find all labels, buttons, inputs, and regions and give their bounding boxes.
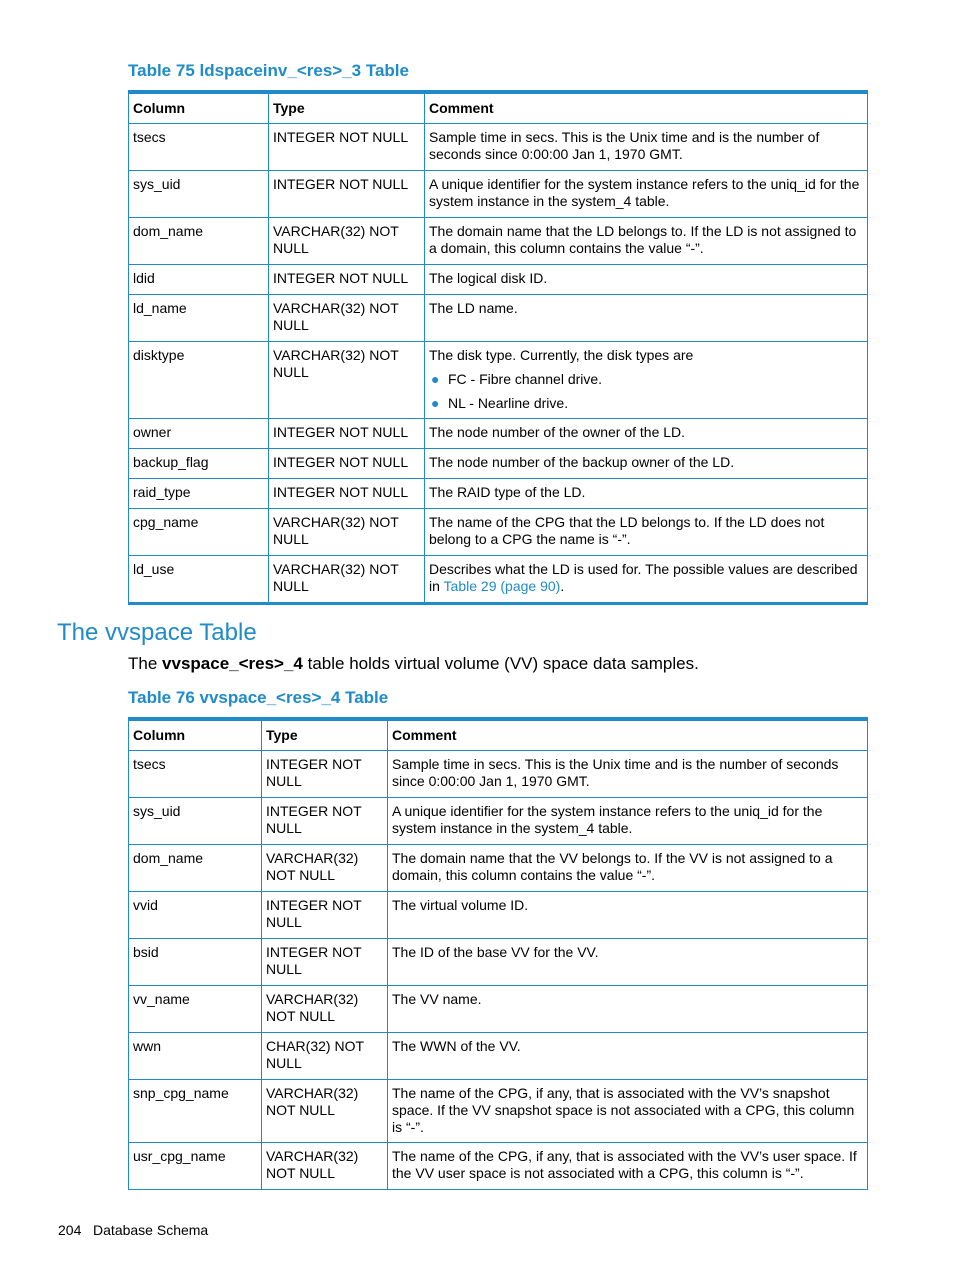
table-row xyxy=(129,449,868,479)
column-cell: vvid xyxy=(129,892,262,939)
column-cell: disktype xyxy=(129,342,269,419)
type-cell: INTEGER NOT NULL xyxy=(262,939,388,986)
type-cell: VARCHAR(32) NOT NULL xyxy=(262,1080,388,1143)
bullet-icon: ● xyxy=(431,371,440,387)
table-row xyxy=(129,1080,868,1143)
column-cell: wwn xyxy=(129,1033,262,1080)
comment-cell: The name of the CPG, if any, that is associated with the VV’s user space. If the VV user space is not associated with a CPG, this column is “-”. xyxy=(388,1143,868,1190)
column-cell: raid_type xyxy=(129,479,269,509)
comment-end: . xyxy=(560,578,565,594)
column-cell: dom_name xyxy=(129,845,262,892)
section-title: The vvspace Table xyxy=(57,619,257,646)
type-cell: INTEGER NOT NULL xyxy=(269,479,425,509)
comment-cell: The domain name that the LD belongs to. If the LD is not assigned to a domain, this column contains the value “-”. xyxy=(425,218,868,265)
comment-cell: The RAID type of the LD. xyxy=(425,479,868,509)
table-row xyxy=(129,171,868,218)
comment-cell: Sample time in secs. This is the Unix time and is the number of seconds since 0:00:00 Jan 1, 1970 GMT. xyxy=(425,124,868,171)
column-cell: tsecs xyxy=(129,124,269,171)
table-row xyxy=(129,1033,868,1080)
ldspaceinv-table xyxy=(128,90,868,605)
comment-header: Comment xyxy=(388,719,868,751)
intro-table-name: vvspace_<res>_4 xyxy=(162,654,303,673)
page-footer xyxy=(58,1222,208,1238)
comment-cell: The virtual volume ID. xyxy=(388,892,868,939)
list-item xyxy=(429,371,863,388)
type-cell: VARCHAR(32) NOT NULL xyxy=(262,986,388,1033)
comment-text: Describes what the LD is used for. The possible values are described in xyxy=(429,561,858,594)
table-row xyxy=(129,556,868,604)
table-row xyxy=(129,342,868,419)
type-cell: INTEGER NOT NULL xyxy=(269,419,425,449)
type-cell: VARCHAR(32) NOT NULL xyxy=(269,342,425,419)
comment-cell: The WWN of the VV. xyxy=(388,1033,868,1080)
comment-text: The disk type. Currently, the disk types are xyxy=(429,347,694,363)
column-cell: snp_cpg_name xyxy=(129,1080,262,1143)
column-cell: ld_name xyxy=(129,295,269,342)
type-cell: INTEGER NOT NULL xyxy=(262,892,388,939)
bullet-text: NL - Nearline drive. xyxy=(448,395,569,411)
intro-prefix: The xyxy=(128,654,163,673)
comment-cell xyxy=(425,342,868,419)
table-row xyxy=(129,751,868,798)
section-intro xyxy=(128,654,699,674)
column-cell: sys_uid xyxy=(129,171,269,218)
bullet-icon: ● xyxy=(431,395,440,411)
footer-section-name: Database Schema xyxy=(93,1222,209,1238)
table-row xyxy=(129,798,868,845)
vvspace-table xyxy=(128,717,868,1190)
table-row xyxy=(129,939,868,986)
type-cell: INTEGER NOT NULL xyxy=(269,124,425,171)
type-cell: CHAR(32) NOT NULL xyxy=(262,1033,388,1080)
column-cell: sys_uid xyxy=(129,798,262,845)
table-row xyxy=(129,295,868,342)
column-cell: cpg_name xyxy=(129,509,269,556)
comment-cell: The domain name that the VV belongs to. If the VV is not assigned to a domain, this column contains the value “-”. xyxy=(388,845,868,892)
column-cell: bsid xyxy=(129,939,262,986)
table-29-link[interactable]: Table 29 (page 90) xyxy=(443,578,561,594)
intro-suffix: table holds virtual volume (VV) space data samples. xyxy=(302,654,699,673)
list-item xyxy=(429,395,863,412)
comment-cell: The name of the CPG that the LD belongs to. If the LD does not belong to a CPG the name is “-”. xyxy=(425,509,868,556)
table-row xyxy=(129,124,868,171)
type-cell: INTEGER NOT NULL xyxy=(269,449,425,479)
comment-cell: A unique identifier for the system instance refers to the uniq_id for the system instance in the system_4 table. xyxy=(425,171,868,218)
table-76-caption: Table 76 vvspace_<res>_4 Table xyxy=(128,688,389,707)
type-header: Type xyxy=(269,92,425,124)
bullet-text: FC - Fibre channel drive. xyxy=(448,371,603,387)
column-header: Column xyxy=(129,719,262,751)
type-cell: VARCHAR(32) NOT NULL xyxy=(269,509,425,556)
column-cell: tsecs xyxy=(129,751,262,798)
column-cell: ldid xyxy=(129,265,269,295)
column-cell: usr_cpg_name xyxy=(129,1143,262,1190)
table-row xyxy=(129,218,868,265)
comment-cell: The node number of the owner of the LD. xyxy=(425,419,868,449)
table-row xyxy=(129,892,868,939)
comment-cell: The node number of the backup owner of the LD. xyxy=(425,449,868,479)
column-cell: vv_name xyxy=(129,986,262,1033)
table-row xyxy=(129,986,868,1033)
comment-cell: The LD name. xyxy=(425,295,868,342)
column-cell: dom_name xyxy=(129,218,269,265)
type-cell: INTEGER NOT NULL xyxy=(262,751,388,798)
comment-cell: Sample time in secs. This is the Unix time and is the number of seconds since 0:00:00 Jan 1, 1970 GMT. xyxy=(388,751,868,798)
comment-header: Comment xyxy=(425,92,868,124)
table-row xyxy=(129,845,868,892)
comment-cell xyxy=(425,556,868,604)
type-cell: VARCHAR(32) NOT NULL xyxy=(269,295,425,342)
comment-cell: The name of the CPG, if any, that is associated with the VV’s snapshot space. If the VV snapshot space is not associated with a CPG, this column is “-”. xyxy=(388,1080,868,1143)
table-75-caption: Table 75 ldspaceinv_<res>_3 Table xyxy=(128,61,409,80)
type-cell: VARCHAR(32) NOT NULL xyxy=(262,845,388,892)
type-cell: INTEGER NOT NULL xyxy=(269,171,425,218)
type-cell: INTEGER NOT NULL xyxy=(269,265,425,295)
table-row xyxy=(129,265,868,295)
type-cell: VARCHAR(32) NOT NULL xyxy=(269,218,425,265)
page-number: 204 xyxy=(58,1222,82,1238)
table-row xyxy=(129,419,868,449)
table-row xyxy=(129,509,868,556)
table-row xyxy=(129,1143,868,1190)
column-cell: ld_use xyxy=(129,556,269,604)
comment-cell: The VV name. xyxy=(388,986,868,1033)
column-header: Column xyxy=(129,92,269,124)
comment-cell: The logical disk ID. xyxy=(425,265,868,295)
type-cell: INTEGER NOT NULL xyxy=(262,798,388,845)
column-cell: backup_flag xyxy=(129,449,269,479)
type-cell: VARCHAR(32) NOT NULL xyxy=(269,556,425,604)
comment-cell: The ID of the base VV for the VV. xyxy=(388,939,868,986)
type-header: Type xyxy=(262,719,388,751)
column-cell: owner xyxy=(129,419,269,449)
comment-cell: A unique identifier for the system instance refers to the uniq_id for the system instance in the system_4 table. xyxy=(388,798,868,845)
type-cell: VARCHAR(32) NOT NULL xyxy=(262,1143,388,1190)
table-row xyxy=(129,479,868,509)
